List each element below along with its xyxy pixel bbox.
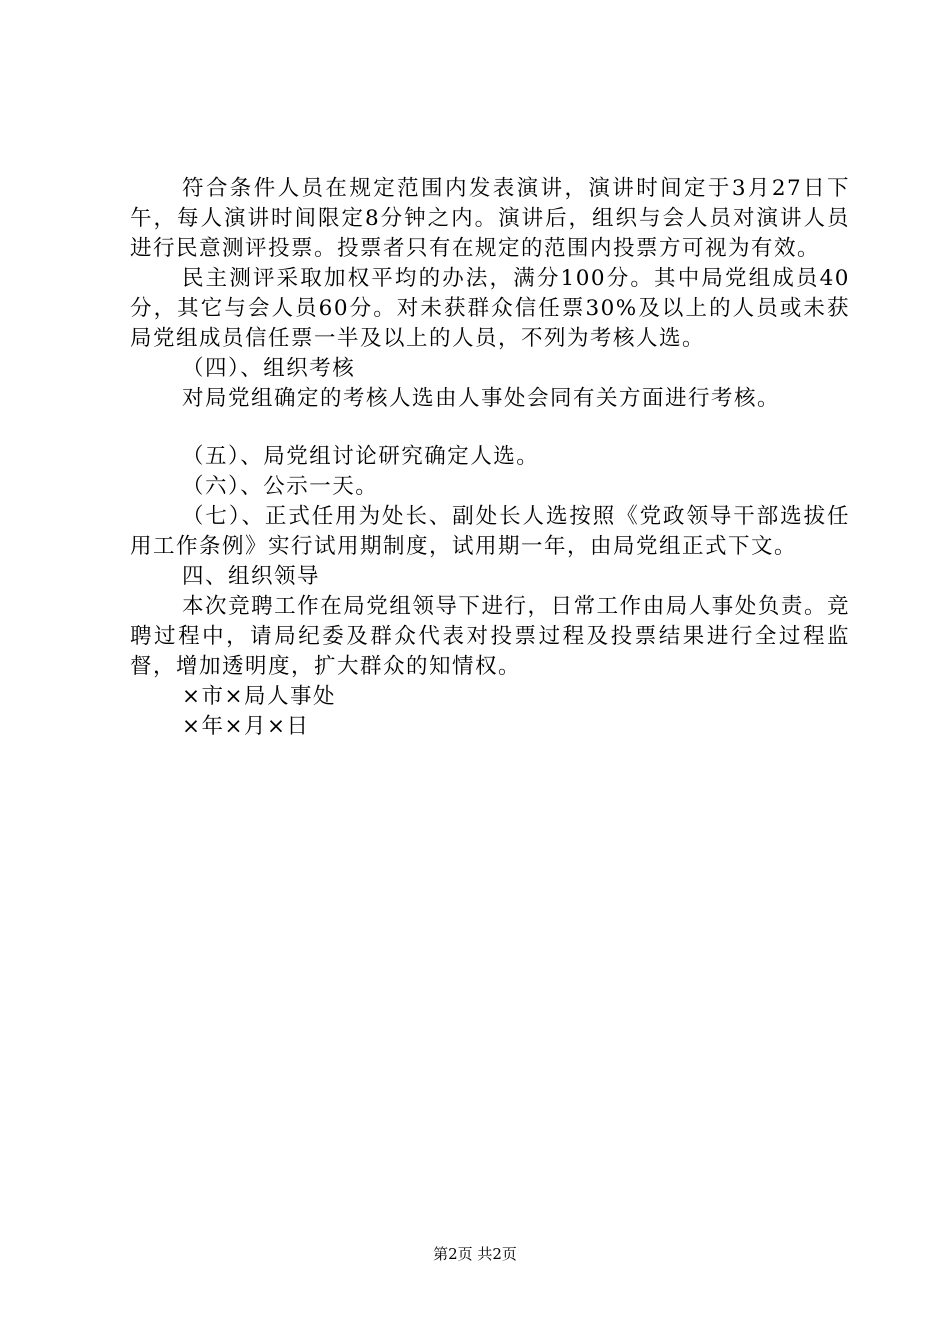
paragraph-formal-appointment: （七）、正式任用为处长、副处长人选按照《党政领导干部选拔任用工作条例》实行试用期制度，试用期一年，由局党组正式下文。 <box>130 504 850 559</box>
paragraph-speech: 符合条件人员在规定范围内发表演讲，演讲时间定于3月27日下午，每人演讲时间限定8分钟之内。演讲后，组织与会人员对演讲人员进行民意测评投票。投票者只有在规定的范围内投票方可视为有效。 <box>130 176 850 261</box>
heading-publicity: （六）、公示一天。 <box>182 474 379 499</box>
paragraph-evaluation: 民主测评采取加权平均的办法，满分100分。其中局党组成员40分，其它与会人员60分。对未获群众信任票30%及以上的人员或未获局党组成员信任票一半及以上的人员，不列为考核人选。 <box>130 266 850 351</box>
signature-department: ×市×局人事处 <box>182 684 337 709</box>
heading-organize-assessment: （四）、组织考核 <box>182 356 356 381</box>
document-body <box>130 174 850 742</box>
paragraph-assessment: 对局党组确定的考核人选由人事处会同有关方面进行考核。 <box>182 386 781 411</box>
page-number-footer: 第2页 共2页 <box>433 1245 517 1263</box>
heading-discuss-candidates: （五）、局党组讨论研究确定人选。 <box>182 444 540 469</box>
signature-date: ×年×月×日 <box>182 714 310 739</box>
blank-gap <box>130 414 850 442</box>
section-heading-leadership: 四、组织领导 <box>182 564 321 589</box>
paragraph-leadership: 本次竞聘工作在局党组领导下进行，日常工作由局人事处负责。竞聘过程中，请局纪委及群众代表对投票过程及投票结果进行全过程监督，增加透明度，扩大群众的知情权。 <box>130 594 850 679</box>
